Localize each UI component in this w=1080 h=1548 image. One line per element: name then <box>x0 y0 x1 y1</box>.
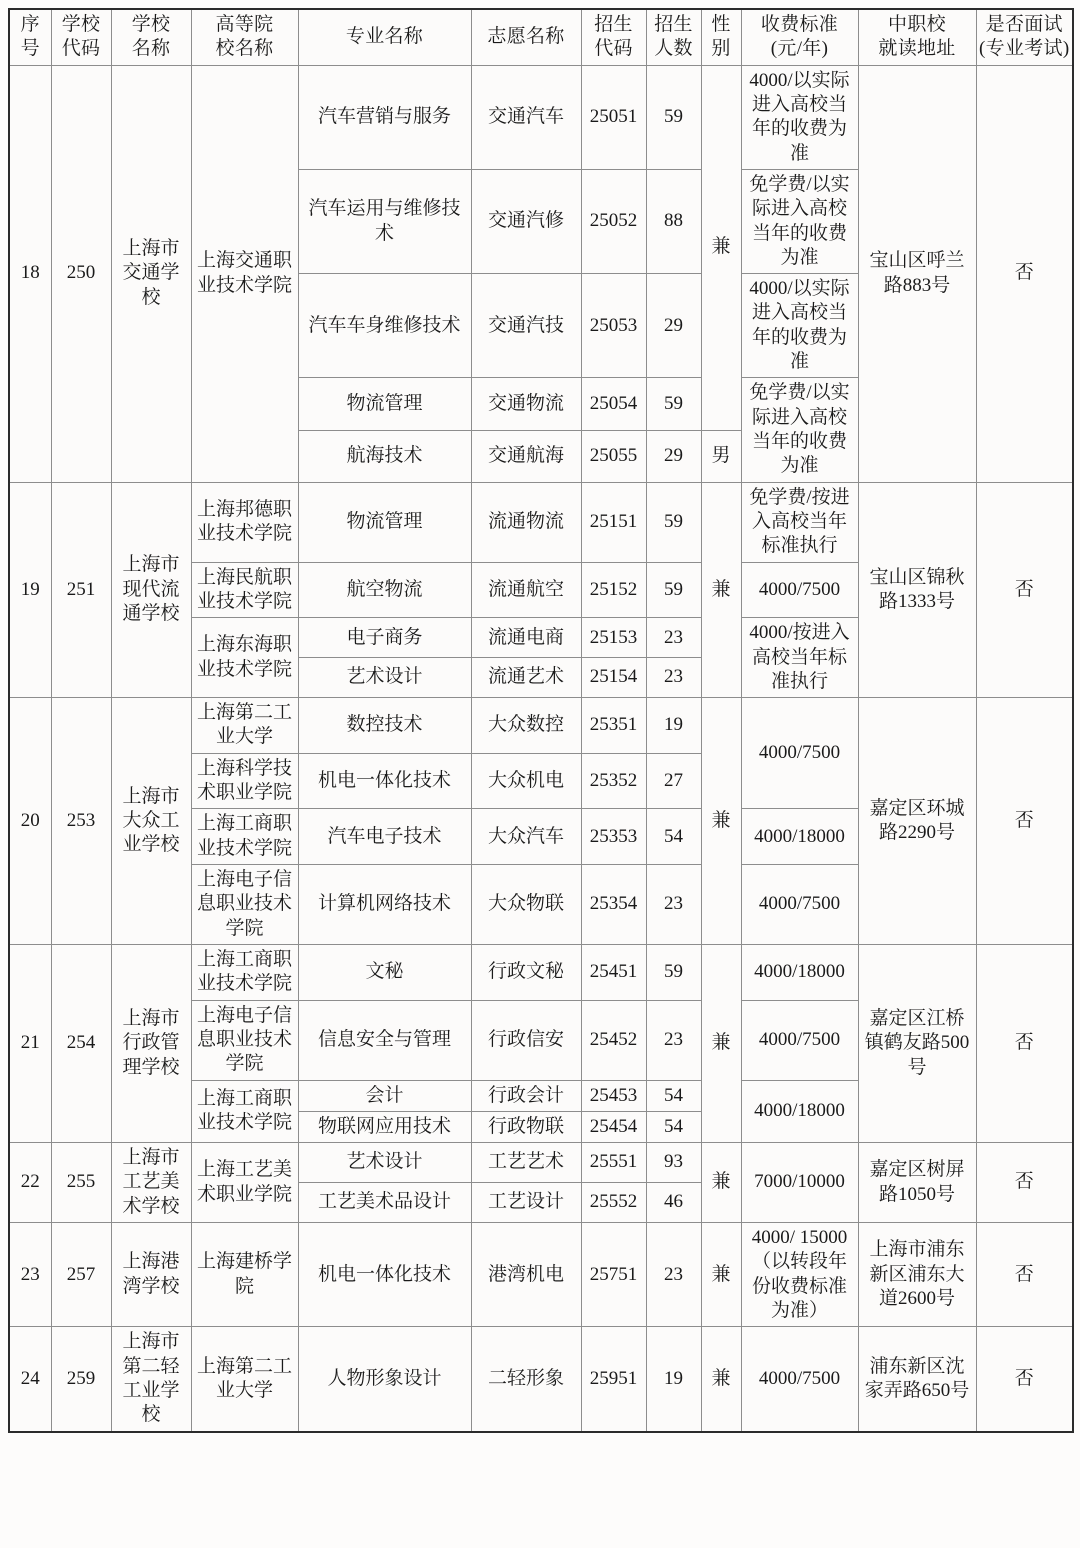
cell-major-name: 物联网应用技术 <box>298 1111 471 1142</box>
cell-seq: 18 <box>9 65 51 482</box>
cell-interview-required: 否 <box>976 944 1073 1142</box>
cell-major-name: 工艺美术品设计 <box>298 1183 471 1223</box>
column-header-line: 高等院 <box>215 14 274 35</box>
cell-major-name: 会计 <box>298 1080 471 1111</box>
cell-fee-standard: 4000/7500 <box>741 698 858 809</box>
cell-admission-code: 25951 <box>581 1327 646 1432</box>
cell-wish-name: 交通汽修 <box>471 169 581 273</box>
cell-college-name: 上海建桥学院 <box>191 1223 298 1327</box>
cell-major-name: 物流管理 <box>298 378 471 430</box>
cell-major-name: 机电一体化技术 <box>298 753 471 809</box>
cell-major-name: 文秘 <box>298 944 471 1000</box>
cell-wish-name: 行政物联 <box>471 1111 581 1142</box>
cell-major-name: 艺术设计 <box>298 1143 471 1183</box>
cell-admission-code: 25551 <box>581 1143 646 1183</box>
cell-school-code: 250 <box>51 65 111 482</box>
cell-college-name: 上海电子信息职业技术学院 <box>191 865 298 945</box>
cell-wish-name: 交通物流 <box>471 378 581 430</box>
cell-fee-standard: 4000/7500 <box>741 562 858 618</box>
cell-school-code: 255 <box>51 1143 111 1223</box>
cell-fee-standard: 4000/7500 <box>741 865 858 945</box>
cell-study-address: 嘉定区江桥镇鹤友路500号 <box>858 944 976 1142</box>
cell-wish-name: 行政文秘 <box>471 944 581 1000</box>
cell-major-name: 电子商务 <box>298 618 471 658</box>
cell-fee-standard: 4000/18000 <box>741 944 858 1000</box>
cell-wish-name: 行政信安 <box>471 1000 581 1080</box>
cell-admission-count: 23 <box>646 658 701 698</box>
cell-wish-name: 交通航海 <box>471 430 581 482</box>
cell-college-name: 上海科学技术职业学院 <box>191 753 298 809</box>
cell-admission-count: 54 <box>646 809 701 865</box>
cell-admission-count: 19 <box>646 1327 701 1432</box>
cell-college-name: 上海工商职业技术学院 <box>191 809 298 865</box>
cell-school-code: 259 <box>51 1327 111 1432</box>
cell-admission-code: 25353 <box>581 809 646 865</box>
cell-interview-required: 否 <box>976 65 1073 482</box>
cell-admission-count: 29 <box>646 430 701 482</box>
cell-college-name: 上海工商职业技术学院 <box>191 944 298 1000</box>
cell-major-name: 计算机网络技术 <box>298 865 471 945</box>
cell-gender: 男 <box>701 430 741 482</box>
cell-wish-name: 港湾机电 <box>471 1223 581 1327</box>
column-header-line: 学校 <box>61 14 101 35</box>
column-header-adnum <box>646 9 701 65</box>
cell-school-name: 上海市大众工业学校 <box>111 698 191 945</box>
cell-admission-code: 25552 <box>581 1183 646 1223</box>
cell-college-name: 上海电子信息职业技术学院 <box>191 1000 298 1080</box>
column-header-line: 人数 <box>654 38 693 60</box>
cell-fee-standard: 免学费/以实际进入高校当年的收费为准 <box>741 169 858 273</box>
cell-study-address: 嘉定区环城路2290号 <box>858 698 976 945</box>
cell-interview-required: 否 <box>976 1223 1073 1327</box>
cell-college-name: 上海交通职业技术学院 <box>191 65 298 482</box>
table-body <box>9 65 1073 1431</box>
cell-college-name: 上海第二工业大学 <box>191 1327 298 1432</box>
cell-school-name: 上海港湾学校 <box>111 1223 191 1327</box>
cell-admission-code: 25053 <box>581 274 646 378</box>
column-header-line: 招生 <box>654 14 693 35</box>
column-header-line: 代码 <box>61 38 101 60</box>
cell-wish-name: 交通汽车 <box>471 65 581 169</box>
column-header-line: 校名称 <box>215 38 274 60</box>
table-row <box>9 944 1073 1000</box>
cell-wish-name: 流通艺术 <box>471 658 581 698</box>
cell-wish-name: 工艺艺术 <box>471 1143 581 1183</box>
cell-seq: 21 <box>9 944 51 1142</box>
cell-major-name: 汽车营销与服务 <box>298 65 471 169</box>
cell-admission-count: 59 <box>646 482 701 562</box>
cell-admission-count: 19 <box>646 698 701 754</box>
cell-admission-count: 88 <box>646 169 701 273</box>
cell-wish-name: 二轻形象 <box>471 1327 581 1432</box>
cell-admission-count: 54 <box>646 1111 701 1142</box>
cell-wish-name: 大众物联 <box>471 865 581 945</box>
cell-school-code: 251 <box>51 482 111 698</box>
cell-wish-name: 流通航空 <box>471 562 581 618</box>
column-header-line: 号 <box>20 38 40 60</box>
cell-college-name: 上海民航职业技术学院 <box>191 562 298 618</box>
table-row <box>9 1327 1073 1432</box>
cell-gender: 兼 <box>701 1327 741 1432</box>
cell-college-name: 上海邦德职业技术学院 <box>191 482 298 562</box>
cell-admission-count: 59 <box>646 562 701 618</box>
column-header-line: 志愿名称 <box>487 26 565 48</box>
cell-admission-code: 25055 <box>581 430 646 482</box>
cell-college-name: 上海东海职业技术学院 <box>191 618 298 698</box>
column-header-line: 序 <box>20 14 40 35</box>
cell-school-name: 上海市交通学校 <box>111 65 191 482</box>
cell-college-name: 上海第二工业大学 <box>191 698 298 754</box>
cell-admission-code: 25453 <box>581 1080 646 1111</box>
column-header-college <box>191 9 298 65</box>
cell-school-code: 254 <box>51 944 111 1142</box>
column-header-fee <box>741 9 858 65</box>
cell-gender: 兼 <box>701 482 741 698</box>
column-header-major <box>298 9 471 65</box>
cell-admission-code: 25452 <box>581 1000 646 1080</box>
cell-wish-name: 行政会计 <box>471 1080 581 1111</box>
column-header-school <box>111 9 191 65</box>
cell-wish-name: 交通汽技 <box>471 274 581 378</box>
cell-major-name: 信息安全与管理 <box>298 1000 471 1080</box>
column-header-line: 就读地址 <box>878 38 956 60</box>
cell-school-name: 上海市行政管理学校 <box>111 944 191 1142</box>
table-row <box>9 1143 1073 1183</box>
cell-major-name: 物流管理 <box>298 482 471 562</box>
cell-college-name: 上海工商职业技术学院 <box>191 1080 298 1143</box>
table-row <box>9 65 1073 169</box>
cell-major-name: 艺术设计 <box>298 658 471 698</box>
cell-admission-code: 25153 <box>581 618 646 658</box>
cell-study-address: 浦东新区沈家弄路650号 <box>858 1327 976 1432</box>
column-header-line: 收费标准 <box>760 14 839 35</box>
cell-fee-standard: 4000/7500 <box>741 1000 858 1080</box>
cell-admission-code: 25351 <box>581 698 646 754</box>
cell-seq: 20 <box>9 698 51 945</box>
cell-seq: 19 <box>9 482 51 698</box>
cell-fee-standard: 免学费/以实际进入高校当年的收费为准 <box>741 378 858 482</box>
cell-wish-name: 流通物流 <box>471 482 581 562</box>
cell-wish-name: 大众数控 <box>471 698 581 754</box>
cell-fee-standard: 4000/以实际进入高校当年的收费为准 <box>741 65 858 169</box>
cell-admission-count: 46 <box>646 1183 701 1223</box>
table-row <box>9 1223 1073 1327</box>
cell-admission-code: 25051 <box>581 65 646 169</box>
column-header-line: 名称 <box>131 38 171 60</box>
cell-admission-count: 59 <box>646 378 701 430</box>
cell-wish-name: 流通电商 <box>471 618 581 658</box>
cell-admission-count: 23 <box>646 618 701 658</box>
cell-gender: 兼 <box>701 1143 741 1223</box>
cell-admission-code: 25052 <box>581 169 646 273</box>
column-header-interview <box>976 9 1073 65</box>
cell-seq: 23 <box>9 1223 51 1327</box>
cell-study-address: 宝山区锦秋路1333号 <box>858 482 976 698</box>
cell-admission-count: 23 <box>646 865 701 945</box>
cell-admission-count: 59 <box>646 65 701 169</box>
cell-admission-code: 25154 <box>581 658 646 698</box>
column-header-line: 是否面试 <box>985 14 1063 35</box>
cell-major-name: 汽车车身维修技术 <box>298 274 471 378</box>
cell-fee-standard: 7000/10000 <box>741 1143 858 1223</box>
column-header-line: 专业名称 <box>345 26 424 48</box>
admissions-table <box>8 8 1074 1433</box>
cell-wish-name: 大众汽车 <box>471 809 581 865</box>
column-header-line: 招生 <box>594 14 633 35</box>
cell-admission-count: 27 <box>646 753 701 809</box>
cell-interview-required: 否 <box>976 1143 1073 1223</box>
column-header-line: (专业考试) <box>979 38 1070 60</box>
column-header-seq <box>9 9 51 65</box>
header-row <box>9 9 1073 65</box>
cell-gender: 兼 <box>701 698 741 945</box>
cell-wish-name: 工艺设计 <box>471 1183 581 1223</box>
cell-admission-code: 25352 <box>581 753 646 809</box>
cell-seq: 22 <box>9 1143 51 1223</box>
cell-admission-count: 23 <box>646 1000 701 1080</box>
column-header-line: (元/年) <box>770 38 829 60</box>
cell-admission-code: 25454 <box>581 1111 646 1142</box>
column-header-line: 中职校 <box>888 14 946 35</box>
cell-admission-count: 23 <box>646 1223 701 1327</box>
cell-seq: 24 <box>9 1327 51 1432</box>
column-header-wish <box>471 9 581 65</box>
column-header-gender <box>701 9 741 65</box>
cell-fee-standard: 4000/ 15000（以转段年份收费标准为准） <box>741 1223 858 1327</box>
column-header-line: 学校 <box>131 14 171 35</box>
cell-fee-standard: 免学费/按进入高校当年标准执行 <box>741 482 858 562</box>
table-row <box>9 482 1073 562</box>
cell-major-name: 人物形象设计 <box>298 1327 471 1432</box>
cell-major-name: 机电一体化技术 <box>298 1223 471 1327</box>
cell-major-name: 数控技术 <box>298 698 471 754</box>
cell-admission-count: 29 <box>646 274 701 378</box>
cell-fee-standard: 4000/以实际进入高校当年的收费为准 <box>741 274 858 378</box>
cell-gender: 兼 <box>701 65 741 430</box>
cell-admission-count: 59 <box>646 944 701 1000</box>
cell-study-address: 上海市浦东新区浦东大道2600号 <box>858 1223 976 1327</box>
cell-admission-count: 93 <box>646 1143 701 1183</box>
cell-wish-name: 大众机电 <box>471 753 581 809</box>
column-header-adcode <box>581 9 646 65</box>
cell-school-code: 253 <box>51 698 111 945</box>
cell-school-name: 上海市现代流通学校 <box>111 482 191 698</box>
cell-study-address: 嘉定区树屏路1050号 <box>858 1143 976 1223</box>
cell-major-name: 汽车电子技术 <box>298 809 471 865</box>
column-header-code <box>51 9 111 65</box>
cell-admission-code: 25152 <box>581 562 646 618</box>
cell-interview-required: 否 <box>976 698 1073 945</box>
cell-gender: 兼 <box>701 944 741 1142</box>
cell-fee-standard: 4000/7500 <box>741 1327 858 1432</box>
cell-school-name: 上海市工艺美术学校 <box>111 1143 191 1223</box>
cell-college-name: 上海工艺美术职业学院 <box>191 1143 298 1223</box>
cell-fee-standard: 4000/18000 <box>741 1080 858 1143</box>
cell-admission-code: 25751 <box>581 1223 646 1327</box>
cell-major-name: 汽车运用与维修技术 <box>298 169 471 273</box>
cell-gender: 兼 <box>701 1223 741 1327</box>
table-row <box>9 698 1073 754</box>
cell-major-name: 航海技术 <box>298 430 471 482</box>
cell-interview-required: 否 <box>976 482 1073 698</box>
cell-school-code: 257 <box>51 1223 111 1327</box>
cell-fee-standard: 4000/按进入高校当年标准执行 <box>741 618 858 698</box>
cell-school-name: 上海市第二轻工业学校 <box>111 1327 191 1432</box>
cell-admission-code: 25451 <box>581 944 646 1000</box>
cell-major-name: 航空物流 <box>298 562 471 618</box>
table-header <box>9 9 1073 65</box>
cell-fee-standard: 4000/18000 <box>741 809 858 865</box>
cell-admission-count: 54 <box>646 1080 701 1111</box>
cell-admission-code: 25151 <box>581 482 646 562</box>
cell-admission-code: 25054 <box>581 378 646 430</box>
column-header-line: 代码 <box>594 38 633 60</box>
cell-interview-required: 否 <box>976 1327 1073 1432</box>
column-header-address <box>858 9 976 65</box>
cell-study-address: 宝山区呼兰路883号 <box>858 65 976 482</box>
column-header-line: 别 <box>711 38 731 60</box>
cell-admission-code: 25354 <box>581 865 646 945</box>
column-header-line: 性 <box>711 14 731 35</box>
